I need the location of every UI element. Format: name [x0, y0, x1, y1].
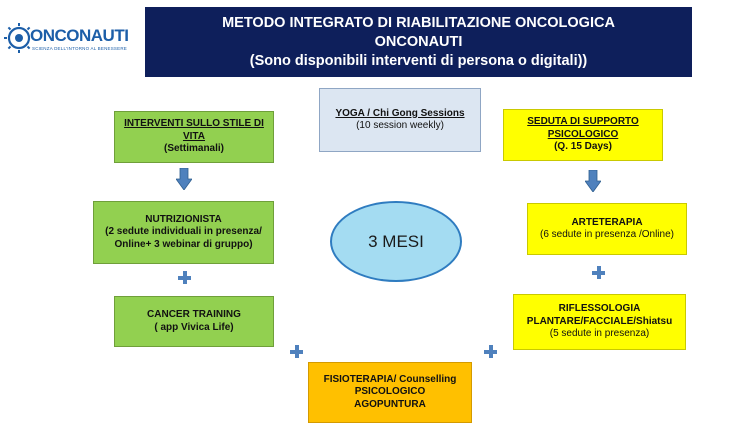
- cancer-training-title: CANCER TRAINING: [147, 309, 241, 320]
- supporto-psicologico-title: SEDUTA DI SUPPORTO PSICOLOGICO: [527, 116, 639, 140]
- riflessologia-box: [513, 294, 686, 350]
- nutrizionista-title: NUTRIZIONISTA: [145, 213, 222, 225]
- riflessologia-sub: (5 sedute in presenza): [549, 328, 650, 340]
- three-months-ellipse: [330, 201, 462, 282]
- yoga-box: [319, 88, 481, 152]
- arrow-down-icon: [176, 168, 192, 190]
- arrow-down-icon: [585, 170, 601, 192]
- nutrizionista-box: [93, 201, 274, 264]
- plus-icon: [592, 266, 605, 279]
- title-line-2: ONCONAUTI: [374, 33, 463, 50]
- supporto-psicologico-sub: (Q. 15 Days): [554, 141, 612, 153]
- arteterapia-title: ARTETERAPIA: [571, 216, 643, 228]
- title-line-1: METODO INTEGRATO DI RIABILITAZIONE ONCOLOGICA: [222, 14, 615, 31]
- stile-di-vita-title: INTERVENTI SULLO STILE DI VITA: [124, 118, 264, 142]
- logo-name: ONCONAUTI: [30, 26, 129, 45]
- three-months-label: 3 MESI: [368, 231, 424, 251]
- yoga-title: YOGA / Chi Gong Sessions: [335, 107, 465, 119]
- cancer-training-box: [114, 296, 274, 347]
- riflessologia-title: RIFLESSOLOGIA PLANTARE/FACCIALE/Shiatsu: [526, 303, 673, 327]
- stile-di-vita-sub: (Settimanali): [163, 143, 224, 155]
- plus-icon: [178, 271, 191, 284]
- title-line-3: (Sono disponibili interventi di persona o digitali)): [249, 52, 588, 69]
- plus-icon: [290, 345, 303, 358]
- yoga-sub: (10 session weekly): [356, 120, 444, 131]
- arteterapia-sub: (6 sedute in presenza /Online): [540, 229, 674, 240]
- logo-tagline: SCIENZA DELL'INTORNO AL BENESSERE: [32, 46, 127, 51]
- supporto-psicologico-box: [503, 109, 663, 161]
- cancer-training-sub: ( app Vivica Life): [154, 321, 234, 333]
- fisioterapia-line-3: AGOPUNTURA: [354, 398, 426, 410]
- stile-di-vita-box: [114, 111, 274, 163]
- fisioterapia-line-1: FISIOTERAPIA/ Counselling: [323, 373, 457, 385]
- plus-icon: [484, 345, 497, 358]
- fisioterapia-line-2: PSICOLOGICO: [354, 386, 426, 398]
- arteterapia-box: [527, 203, 687, 255]
- title-banner: [145, 7, 692, 77]
- nutrizionista-sub: (2 sedute individuali in presenza/ Online+ 3 webinar di gruppo): [105, 226, 262, 250]
- fisioterapia-box: [308, 362, 472, 423]
